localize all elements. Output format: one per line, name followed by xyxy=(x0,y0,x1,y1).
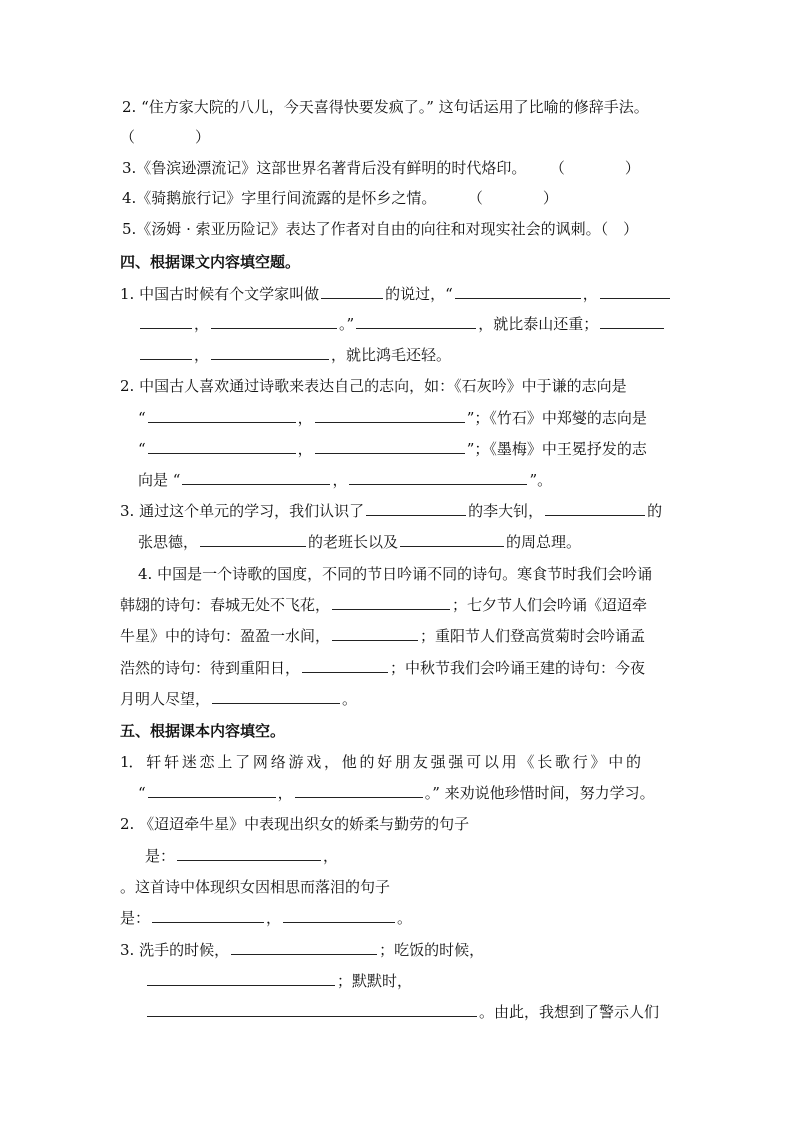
s4-q2-text-c: ， xyxy=(297,409,313,427)
s4-q1-text-f: ，就比泰山还重； xyxy=(478,315,599,333)
s4-q4-line2 xyxy=(120,595,647,615)
judge-item-3-text: 3.《鲁滨逊漂流记》这部世界名著背后没有鲜明的时代烙印。 xyxy=(122,159,527,177)
s4-q2-blank-6[interactable] xyxy=(349,470,527,485)
s4-q3-text-b: 的李大钊， xyxy=(468,502,544,520)
s4-q3-text-a: 3. 通过这个单元的学习，我们认识了 xyxy=(120,502,365,520)
judge-item-2-paren[interactable]: （ ） xyxy=(120,128,211,146)
s4-q3-blank-4[interactable] xyxy=(400,532,504,547)
s5-q2-line1 xyxy=(120,814,469,834)
s4-q4-text-g: ；中秋节我们会吟诵王建的诗句：今夜 xyxy=(390,659,646,677)
s4-q3-text-c: 的 xyxy=(647,502,663,520)
judge-item-5-text: 5.《汤姆 · 索亚历险记》表达了作者对自由的向往和对现实社会的讽刺。（ ） xyxy=(122,220,639,238)
s4-q4-text-a: 4. 中国是一个诗歌的国度，不同的节日吟诵不同的诗句。寒食节时我们会吟诵 xyxy=(138,565,653,583)
s4-q4-blank-3[interactable] xyxy=(302,658,388,673)
s4-q4-line1 xyxy=(138,564,652,584)
s5-q2-blank-2[interactable] xyxy=(152,908,264,923)
s4-q1-blank-6[interactable] xyxy=(600,314,664,329)
s4-q4-line4 xyxy=(120,658,645,678)
judge-item-2-answer[interactable] xyxy=(120,127,210,147)
s4-q1-text-h: ，就比鸿毛还轻。 xyxy=(331,346,452,364)
s5-q3-line2 xyxy=(145,971,412,991)
s5-q1-text-d: 。” 来劝说他珍惜时间，努力学习。 xyxy=(424,784,655,802)
s5-q2-line3 xyxy=(120,877,390,897)
s5-q1-line2 xyxy=(138,783,655,803)
s5-q2-text-d: 。这首诗中体现织女因相思而落泪的句子 xyxy=(120,878,391,896)
s5-q1-text-b: “ xyxy=(138,784,146,802)
judge-item-3-paren[interactable]: （ ） xyxy=(549,159,640,177)
s4-q2-text-a: 2. 中国古人喜欢通过诗歌来表达自己的志向，如：《石灰吟》中于谦的志向是 xyxy=(120,377,627,395)
s5-q3-line3 xyxy=(145,1002,659,1022)
s4-q3-text-e: 的老班长以及 xyxy=(308,533,399,551)
s5-q1-text-a: 1． 轩 轩 迷 恋 上 了 网 络 游 戏 ， 他 的 好 朋 友 强 强 可 以 用 《 长 歌 行 》 中 的 xyxy=(120,753,641,771)
s4-q2-blank-2[interactable] xyxy=(315,408,465,423)
s4-q3-blank-1[interactable] xyxy=(366,501,466,516)
section-4-heading-text: 四、根据课文内容填空题。 xyxy=(120,253,301,271)
s5-q2-blank-3[interactable] xyxy=(283,908,395,923)
judge-item-3 xyxy=(122,158,640,178)
s5-q2-text-f: ， xyxy=(266,909,282,927)
s4-q1-line3 xyxy=(138,345,451,365)
s4-q2-line4 xyxy=(138,470,552,490)
s5-q2-line4 xyxy=(120,908,412,928)
s4-q1-blank-4[interactable] xyxy=(211,314,337,329)
s5-q2-text-a: 2. 《迢迢牵牛星》中表现出织女的娇柔与勤劳的句子 xyxy=(120,815,470,833)
s4-q2-line2 xyxy=(138,408,647,428)
s5-q3-text-b: ；吃饭的时候， xyxy=(379,941,485,959)
s4-q1-line1 xyxy=(120,284,672,304)
judge-item-2-text: 2. “住方家大院的八儿，今天喜得快要发疯了。” 这句话运用了比喻的修辞手法。 xyxy=(122,98,649,116)
s5-q3-blank-2[interactable] xyxy=(147,971,335,986)
s4-q4-line3 xyxy=(120,626,645,646)
s4-q4-text-e: ；重阳节人们登高赏菊时会吟诵孟 xyxy=(420,627,646,645)
s5-q2-text-g: 。 xyxy=(397,909,413,927)
s4-q1-blank-name[interactable] xyxy=(321,284,383,299)
s4-q3-text-d: 张思德， xyxy=(138,533,199,551)
s4-q1-text-d: ， xyxy=(194,315,210,333)
s5-q1-text-c: ， xyxy=(277,784,293,802)
s4-q2-blank-1[interactable] xyxy=(148,408,296,423)
s5-q3-text-c: ；默默时， xyxy=(337,972,413,990)
s4-q1-blank-5[interactable] xyxy=(356,314,476,329)
s5-q3-line1 xyxy=(120,940,484,960)
s4-q2-text-g: ”；《墨梅》中王冕抒发的志 xyxy=(466,440,647,458)
s4-q2-text-b: “ xyxy=(138,409,146,427)
s4-q4-text-h: 月明人尽望， xyxy=(120,690,211,708)
s4-q2-blank-5[interactable] xyxy=(182,470,330,485)
s4-q4-text-d: 牛星》中的诗句：盈盈一水间， xyxy=(120,627,331,645)
s4-q1-text-g: ， xyxy=(194,346,210,364)
s5-q1-line1 xyxy=(120,752,640,772)
s4-q1-blank-3[interactable] xyxy=(140,314,192,329)
s4-q3-line2 xyxy=(138,532,581,552)
s4-q3-line1 xyxy=(120,501,662,521)
s4-q2-text-d: ”；《竹石》中郑燮的志向是 xyxy=(466,409,647,427)
s5-q3-blank-1[interactable] xyxy=(231,940,377,955)
judge-item-4-text: 4.《骑鹅旅行记》字里行间流露的是怀乡之情。 xyxy=(122,189,437,207)
s4-q3-blank-2[interactable] xyxy=(545,501,645,516)
s4-q3-text-f: 的周总理。 xyxy=(506,533,582,551)
s4-q2-text-i: ， xyxy=(332,471,348,489)
s5-q1-blank-2[interactable] xyxy=(295,783,423,798)
s4-q4-text-f: 浩然的诗句：待到重阳日， xyxy=(120,659,301,677)
s4-q1-blank-1[interactable] xyxy=(455,284,581,299)
s4-q2-blank-4[interactable] xyxy=(315,439,465,454)
s4-q1-blank-7[interactable] xyxy=(140,345,192,360)
s4-q2-text-j: ”。 xyxy=(529,471,553,489)
s5-q3-text-a: 3. 洗手的时候， xyxy=(120,941,230,959)
s4-q1-blank-2[interactable] xyxy=(600,284,670,299)
s4-q4-text-b: 韩翃的诗句：春城无处不飞花， xyxy=(120,596,331,614)
s4-q2-line3 xyxy=(138,439,647,459)
s4-q3-blank-3[interactable] xyxy=(200,532,306,547)
judge-item-5 xyxy=(122,219,638,239)
s4-q4-blank-2[interactable] xyxy=(332,626,418,641)
s5-q2-line2 xyxy=(145,846,338,866)
s4-q1-text-e: 。” xyxy=(339,315,355,333)
s4-q1-blank-8[interactable] xyxy=(211,345,329,360)
s5-q1-blank-1[interactable] xyxy=(148,783,276,798)
s4-q1-line2 xyxy=(138,314,666,334)
s4-q2-text-e: “ xyxy=(138,440,146,458)
s4-q1-text-b: 的说过，“ xyxy=(385,285,453,303)
s5-q2-blank-1[interactable] xyxy=(177,846,321,861)
s4-q2-text-h: 向是 “ xyxy=(138,471,181,489)
judge-item-4 xyxy=(122,188,558,208)
section-4-heading xyxy=(120,252,300,272)
s4-q2-line1 xyxy=(120,376,627,396)
s4-q4-blank-4[interactable] xyxy=(212,689,340,704)
s4-q4-blank-1[interactable] xyxy=(332,595,450,610)
section-5-heading xyxy=(120,721,285,741)
s4-q4-text-i: 。 xyxy=(342,690,358,708)
s5-q3-blank-3[interactable] xyxy=(147,1002,477,1017)
s4-q1-text-a: 1. 中国古时候有个文学家叫做 xyxy=(120,285,320,303)
s5-q2-text-c: ， xyxy=(323,847,339,865)
section-5-heading-text: 五、根据课本内容填空。 xyxy=(120,722,286,740)
s4-q4-text-c: ；七夕节人们会吟诵《迢迢牵 xyxy=(452,596,648,614)
s5-q3-text-d: 。由此，我想到了警示人们 xyxy=(479,1003,660,1021)
s4-q2-blank-3[interactable] xyxy=(148,439,296,454)
s4-q2-text-f: ， xyxy=(297,440,313,458)
s5-q2-text-b: 是： xyxy=(145,847,176,865)
s5-q2-text-e: 是： xyxy=(120,909,151,927)
s4-q1-text-c: ， xyxy=(582,285,598,303)
judge-item-4-paren[interactable]: （ ） xyxy=(467,189,558,207)
judge-item-2 xyxy=(122,97,649,117)
s4-q4-line5 xyxy=(120,689,357,709)
